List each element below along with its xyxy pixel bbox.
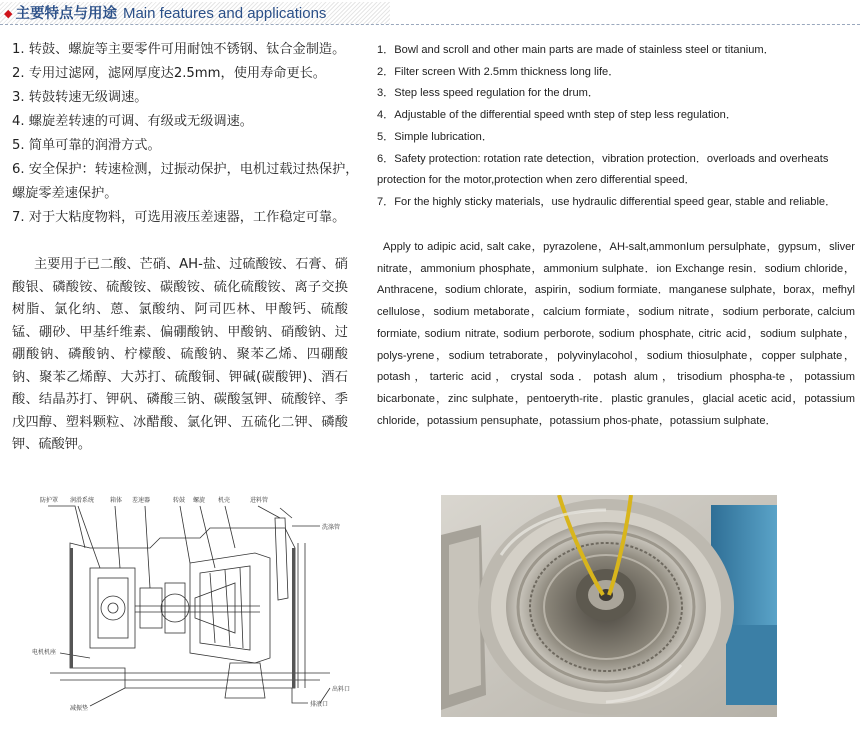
label-lubrication-system: 润滑系统 xyxy=(70,497,95,504)
feature-cn-item: 5. 简单可靠的润滑方式。 xyxy=(12,138,161,153)
label-differential: 差速器 xyxy=(132,497,151,504)
label-screw: 螺旋 xyxy=(193,497,206,504)
section-title-en: Main features and applications xyxy=(122,5,327,22)
section-title-cn: 主要特点与用途 xyxy=(15,6,117,22)
section-title xyxy=(4,3,326,25)
label-drain-outlet: 排液口 xyxy=(310,701,329,708)
label-wash-pipe: 洗涤管 xyxy=(322,524,341,531)
feature-cn-item: 2. 专用过滤网，滤网厚度达2.5mm，使用寿命更长。 xyxy=(12,66,326,81)
feature-en-item: 7．For the highly sticky materials，use hydraulic differential speed gear, stable and reliable． xyxy=(377,195,837,208)
feature-en-item: 1．Bowl and scroll and other main parts are made of stainless steel or titanium． xyxy=(377,44,775,56)
applications-paragraph-en: Apply to adipic acid, salt cake，pyrazolene，AH-salt,ammonIum persulphate，gypsum，sliver nitrate，ammonium phosphate，ammonium sulphate．ion Exchange resin．sodium chloride，Anthracene，sodium chlorate，aspirin，sodium formiate．manganese sulphate，borax，mefhyl cellulose，sodium metaborate，calcium formiate，sodium nitrate，sodium perborate, calcium formiate, sodium nitrate, sodium perborote, sodium phosphate, citric acid，sodium sulphate，polys-yrene，sodium tetraborate，polyvinylacohol，sodium thiosulphate，copper sulphate，potash，tarteric acid，crystal soda．potash alum，trisodium phospha-te，potassium bicarbonate，zinc sulphate，pentoeryth-rite．plastic granules，glacial acetic acid，potassium chloride，potassium pensuphate，potassium phos-phate，potassium sulphate． xyxy=(377,241,855,427)
label-discharge-outlet: 出料口 xyxy=(332,686,351,693)
feature-en-item: 6．Safety protection: rotation rate detection，vibration protection．overloads and overheats protection for the motor,protection when zero differential speed． xyxy=(377,152,829,187)
label-drum: 转鼓 xyxy=(173,497,186,504)
centrifuge-cross-section-drawing xyxy=(30,488,380,713)
features-list-en xyxy=(377,40,855,214)
feature-cn-item: 3. 转鼓转速无级调速。 xyxy=(12,90,148,105)
label-feed-pipe: 进料管 xyxy=(250,497,269,504)
label-base: 电机机座 xyxy=(32,649,57,656)
feature-en-item: 2．Filter screen With 2.5mm thickness long life． xyxy=(377,65,620,78)
feature-en-item: 3．Step less speed regulation for the drum． xyxy=(377,87,599,100)
feature-cn-item: 7. 对于大粘度物料，可选用液压差速器，工作稳定可靠。 xyxy=(12,210,346,225)
feature-en-item: 4．Adjustable of the differential speed wnth step of step less regulation． xyxy=(377,109,737,122)
label-frame-body: 箱体 xyxy=(110,497,123,504)
feature-cn-item: 1. 转鼓、螺旋等主要零件可用耐蚀不锈钢、钛合金制造。 xyxy=(12,42,346,57)
section-header xyxy=(0,0,860,30)
applications-paragraph-cn: 主要用于已二酸、芒硝、AH-盐、过硫酸铵、石膏、硝酸银、磷酸铵、硫酸铵、碳酸铵、硫化硫酸铵、离子交换树脂、氯化纳、蒽、氯酸纳、阿司匹林、甲酸钙、硫酸锰、硼砂、甲基纤维素、偏硼酸钠、甲酸钠、硝酸钠、过硼酸钠、磷酸钠、柠檬酸、硫酸钠、聚苯乙烯、四硼酸钠、聚苯乙烯醇、大苏打、硫酸铜、钾碱(碳酸钾)、酒石酸、结晶苏打、钾矾、磷酸三钠、碳酸氢钾、硫酸锌、季戊四醇、塑料颗粒、冰醋酸、氯化钾、五硫化二钾、磷酸钾、硫酸钾。 xyxy=(12,257,348,452)
feature-cn-item: 6. 安全保护：转速检测，过振动保护，电机过载过热保护，螺旋零差速保护。 xyxy=(12,162,359,201)
label-damper: 减振垫 xyxy=(70,705,89,712)
header-divider xyxy=(0,24,860,25)
centrifuge-interior-photo xyxy=(441,495,777,717)
feature-en-item: 5．Simple lubrication． xyxy=(377,130,493,143)
feature-cn-item: 4. 螺旋差转速的可调、有级或无级调速。 xyxy=(12,114,253,129)
label-protective-cover: 防护罩 xyxy=(40,497,59,504)
label-casing: 机壳 xyxy=(218,497,231,504)
features-list-cn xyxy=(12,38,362,230)
diamond-bullet-icon: ◆ xyxy=(4,7,13,20)
